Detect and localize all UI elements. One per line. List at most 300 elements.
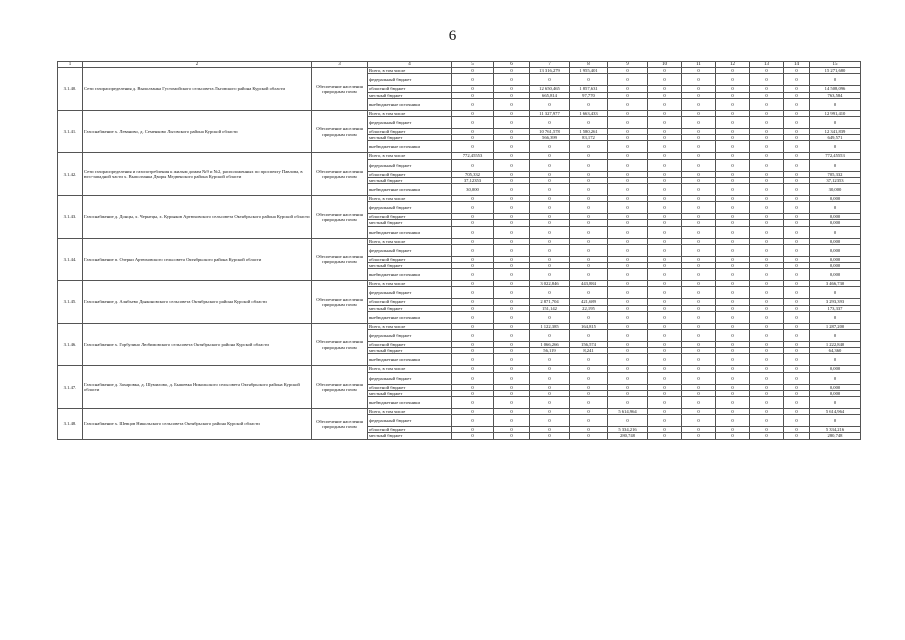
value-cell: 0 [810, 287, 861, 299]
value-cell: 14 508,096 [810, 86, 861, 92]
value-cell: 0 [570, 384, 608, 390]
row-code: 3.1.46. [58, 323, 83, 366]
value-cell: 56,119 [530, 348, 570, 354]
value-cell: 0 [682, 110, 716, 116]
value-cell: 0 [530, 372, 570, 384]
table-body [58, 62, 861, 440]
value-cell: 0 [682, 256, 716, 262]
header-cell: 12 [716, 62, 750, 68]
value-cell: 0 [648, 74, 682, 86]
value-cell: 0 [750, 220, 784, 226]
value-cell: 0 [494, 110, 530, 116]
value-cell: 0 [750, 256, 784, 262]
value-cell: 0 [716, 244, 750, 256]
value-cell: 0 [810, 98, 861, 110]
value-cell: 0 [716, 269, 750, 281]
funding-source: местный бюджет [368, 305, 452, 311]
row-purpose: Обеспечение населения природным газом [312, 68, 368, 111]
value-cell: 0 [682, 263, 716, 269]
value-cell: 0 [452, 92, 494, 98]
value-cell: 0 [784, 117, 810, 129]
value-cell: 0 [682, 348, 716, 354]
value-cell: 0 [682, 220, 716, 226]
value-cell: 0 [494, 92, 530, 98]
row-code: 3.1.48. [58, 409, 83, 440]
value-cell: 0 [452, 202, 494, 214]
value-cell: 0 [784, 269, 810, 281]
value-cell: 0 [452, 135, 494, 141]
funding-source: местный бюджет [368, 220, 452, 226]
funding-source: Всего, в том числе [368, 409, 452, 415]
funding-source: внебюджетные источники [368, 269, 452, 281]
value-cell: 0 [530, 153, 570, 159]
value-cell: 0,000 [810, 263, 861, 269]
value-cell: 0 [570, 427, 608, 433]
value-cell: 0 [716, 238, 750, 244]
value-cell: 0 [452, 354, 494, 366]
value-cell: 0 [682, 427, 716, 433]
value-cell: 280,748 [608, 433, 648, 439]
value-cell: 0 [608, 256, 648, 262]
value-cell: 173,337 [810, 305, 861, 311]
value-cell: 1 955,401 [570, 68, 608, 74]
value-cell: 0 [810, 415, 861, 427]
value-cell: 0 [530, 433, 570, 439]
value-cell: 0 [648, 366, 682, 372]
value-cell: 0 [648, 330, 682, 342]
value-cell: 0 [716, 299, 750, 305]
value-cell: 0 [452, 348, 494, 354]
value-cell: 0 [716, 110, 750, 116]
value-cell: 0 [494, 244, 530, 256]
value-cell: 0 [608, 354, 648, 366]
value-cell: 0 [570, 311, 608, 323]
header-cell: 6 [494, 62, 530, 68]
value-cell: 64,360 [810, 348, 861, 354]
value-cell: 0 [648, 226, 682, 238]
value-cell: 0 [682, 202, 716, 214]
header-cell: 8 [570, 62, 608, 68]
value-cell: 0,000 [810, 214, 861, 220]
funding-source: местный бюджет [368, 92, 452, 98]
header-cell: 3 [312, 62, 368, 68]
value-cell: 0 [784, 135, 810, 141]
value-cell: 0 [530, 196, 570, 202]
value-cell: 0 [682, 226, 716, 238]
value-cell: 0 [608, 226, 648, 238]
value-cell: 8,241 [570, 348, 608, 354]
value-cell: 0 [608, 214, 648, 220]
value-cell: 0 [570, 196, 608, 202]
value-cell: 0 [494, 366, 530, 372]
value-cell: 0 [750, 117, 784, 129]
value-cell: 0 [452, 342, 494, 348]
value-cell: 0 [750, 299, 784, 305]
value-cell: 0 [570, 372, 608, 384]
row-object-name: Газоснабжение х. Леваново, д. Семенково Льговского района Курской области [83, 110, 312, 153]
value-cell: 0 [570, 397, 608, 409]
row-object-name: Сети газораспределения и газопотребления к жилым домам №9 и №2, расположенных по проспекту Павлова, в юго-западной части х. Выползанка Дворы Медвенского района Курской области [83, 153, 312, 196]
funding-source: внебюджетные источники [368, 311, 452, 323]
value-cell: 0 [810, 311, 861, 323]
value-cell: 0 [750, 330, 784, 342]
budget-table [57, 61, 861, 440]
funding-source: федеральный бюджет [368, 159, 452, 171]
value-cell: 0 [716, 433, 750, 439]
value-cell: 0 [494, 269, 530, 281]
value-cell: 0 [494, 299, 530, 305]
value-cell: 0 [716, 415, 750, 427]
value-cell: 0 [682, 177, 716, 183]
value-cell: 772,45553 [810, 153, 861, 159]
value-cell: 0 [608, 153, 648, 159]
value-cell: 0 [716, 159, 750, 171]
value-cell: 0 [452, 299, 494, 305]
value-cell: 0 [494, 384, 530, 390]
value-cell: 0 [750, 202, 784, 214]
value-cell: 0 [716, 366, 750, 372]
value-cell: 0 [608, 342, 648, 348]
value-cell: 0 [648, 220, 682, 226]
value-cell: 0 [784, 366, 810, 372]
value-cell: 0 [452, 415, 494, 427]
header-cell: 11 [682, 62, 716, 68]
funding-source: местный бюджет [368, 433, 452, 439]
value-cell: 0,000 [810, 366, 861, 372]
funding-source: внебюджетные источники [368, 184, 452, 196]
value-cell: 0 [750, 177, 784, 183]
value-cell: 0 [452, 117, 494, 129]
value-cell: 0 [750, 397, 784, 409]
value-cell: 0 [682, 323, 716, 329]
value-cell: 0 [608, 220, 648, 226]
value-cell: 0 [716, 323, 750, 329]
value-cell: 0 [494, 196, 530, 202]
value-cell: 0 [530, 214, 570, 220]
funding-source: федеральный бюджет [368, 117, 452, 129]
value-cell: 0 [494, 330, 530, 342]
value-cell: 0 [648, 427, 682, 433]
value-cell: 0 [784, 281, 810, 287]
value-cell: 0 [452, 196, 494, 202]
header-cell: 9 [608, 62, 648, 68]
value-cell: 0 [682, 305, 716, 311]
value-cell: 0 [452, 409, 494, 415]
value-cell: 0 [530, 159, 570, 171]
value-cell: 0 [750, 323, 784, 329]
value-cell: 0 [452, 98, 494, 110]
value-cell: 0 [682, 238, 716, 244]
value-cell: 0 [784, 305, 810, 311]
value-cell: 1 222,840 [810, 342, 861, 348]
value-cell: 0 [648, 384, 682, 390]
value-cell: 0 [682, 342, 716, 348]
value-cell: 0 [682, 287, 716, 299]
value-cell: 0 [608, 68, 648, 74]
value-cell: 0 [608, 415, 648, 427]
value-cell: 30,000 [452, 184, 494, 196]
row-purpose: Обеспечение населения природным газом [312, 409, 368, 440]
funding-source: Всего, в том числе [368, 366, 452, 372]
value-cell: 0 [608, 184, 648, 196]
funding-source: Всего, в том числе [368, 110, 452, 116]
value-cell: 0 [750, 92, 784, 98]
value-cell: 0 [494, 238, 530, 244]
value-cell: 0 [494, 141, 530, 153]
value-cell: 0 [750, 196, 784, 202]
value-cell: 12 650,465 [530, 86, 570, 92]
value-cell: 0 [648, 171, 682, 177]
value-cell: 0 [682, 244, 716, 256]
funding-source: областной бюджет [368, 427, 452, 433]
value-cell: 0 [494, 433, 530, 439]
value-cell: 0 [494, 415, 530, 427]
value-cell: 0 [648, 397, 682, 409]
value-cell: 0 [784, 256, 810, 262]
value-cell: 0 [682, 129, 716, 135]
funding-source: внебюджетные источники [368, 226, 452, 238]
value-cell: 0 [570, 354, 608, 366]
value-cell: 0 [648, 117, 682, 129]
value-cell: 0 [750, 159, 784, 171]
value-cell: 0 [716, 397, 750, 409]
value-cell: 0 [530, 427, 570, 433]
value-cell: 0 [750, 311, 784, 323]
value-cell: 566,399 [530, 135, 570, 141]
value-cell: 0 [494, 281, 530, 287]
value-cell: 0 [810, 117, 861, 129]
value-cell: 0 [716, 305, 750, 311]
funding-source: местный бюджет [368, 135, 452, 141]
value-cell: 0 [608, 238, 648, 244]
value-cell: 0 [810, 202, 861, 214]
value-cell: 0 [750, 129, 784, 135]
value-cell: 0 [608, 330, 648, 342]
value-cell: 0 [608, 299, 648, 305]
value-cell: 0 [682, 415, 716, 427]
row-code: 3.1.47. [58, 366, 83, 409]
row-code: 3.1.45. [58, 281, 83, 324]
funding-source: областной бюджет [368, 384, 452, 390]
funding-source: областной бюджет [368, 256, 452, 262]
funding-source: внебюджетные источники [368, 397, 452, 409]
value-cell: 0 [530, 415, 570, 427]
funding-source: местный бюджет [368, 348, 452, 354]
value-cell: 0 [570, 171, 608, 177]
value-cell: 0 [570, 141, 608, 153]
value-cell: 0 [608, 311, 648, 323]
value-cell: 0 [784, 238, 810, 244]
value-cell: 151,142 [530, 305, 570, 311]
funding-source: внебюджетные источники [368, 354, 452, 366]
value-cell: 0 [452, 110, 494, 116]
row-purpose: Обеспечение населения природным газом [312, 110, 368, 153]
value-cell: 0 [716, 86, 750, 92]
value-cell: 0 [452, 311, 494, 323]
value-cell: 0 [452, 226, 494, 238]
value-cell: 0 [608, 92, 648, 98]
value-cell: 1 663,433 [570, 110, 608, 116]
value-cell: 0 [530, 354, 570, 366]
value-cell: 0 [682, 372, 716, 384]
value-cell: 763,584 [810, 92, 861, 98]
value-cell: 0 [648, 299, 682, 305]
value-cell: 0 [682, 135, 716, 141]
row-code: 3.1.43. [58, 196, 83, 239]
value-cell: 0 [784, 433, 810, 439]
value-cell: 0 [570, 202, 608, 214]
value-cell: 5 334,216 [608, 427, 648, 433]
funding-source: Всего, в том числе [368, 153, 452, 159]
value-cell: 0 [716, 226, 750, 238]
value-cell: 0 [570, 153, 608, 159]
value-cell: 0 [648, 110, 682, 116]
value-cell: 0 [494, 263, 530, 269]
value-cell: 0 [648, 135, 682, 141]
value-cell: 0 [682, 196, 716, 202]
value-cell: 0 [570, 214, 608, 220]
value-cell: 0 [494, 311, 530, 323]
value-cell: 0 [716, 177, 750, 183]
value-cell: 0 [750, 238, 784, 244]
value-cell: 0 [530, 226, 570, 238]
value-cell: 0 [648, 202, 682, 214]
value-cell: 0 [648, 287, 682, 299]
value-cell: 0 [494, 184, 530, 196]
value-cell: 0 [750, 226, 784, 238]
value-cell: 0 [682, 214, 716, 220]
value-cell: 0 [750, 68, 784, 74]
value-cell: 1 066,266 [530, 342, 570, 348]
value-cell: 0 [716, 214, 750, 220]
value-cell: 0 [750, 366, 784, 372]
value-cell: 0 [784, 153, 810, 159]
value-cell: 0 [530, 384, 570, 390]
value-cell: 0 [784, 159, 810, 171]
value-cell: 0 [648, 354, 682, 366]
value-cell: 15 271,680 [810, 68, 861, 74]
value-cell: 0 [452, 287, 494, 299]
value-cell: 0 [716, 220, 750, 226]
value-cell: 0 [682, 397, 716, 409]
value-cell: 0 [682, 184, 716, 196]
value-cell: 0 [494, 305, 530, 311]
value-cell: 0 [682, 354, 716, 366]
value-cell: 0 [570, 244, 608, 256]
value-cell: 0 [810, 354, 861, 366]
value-cell: 0 [570, 415, 608, 427]
value-cell: 0 [570, 74, 608, 86]
value-cell: 3 293,393 [810, 299, 861, 305]
value-cell: 0 [784, 384, 810, 390]
value-cell: 0 [608, 110, 648, 116]
header-cell: 10 [648, 62, 682, 68]
value-cell: 0 [750, 244, 784, 256]
value-cell: 0 [452, 366, 494, 372]
value-cell: 0 [648, 263, 682, 269]
value-cell: 0 [648, 415, 682, 427]
value-cell: 0 [750, 354, 784, 366]
value-cell: 0 [452, 263, 494, 269]
value-cell: 0 [530, 238, 570, 244]
value-cell: 0 [608, 263, 648, 269]
value-cell: 0 [608, 348, 648, 354]
value-cell: 0 [682, 141, 716, 153]
value-cell: 0 [750, 415, 784, 427]
value-cell: 0 [608, 202, 648, 214]
value-cell: 0 [784, 74, 810, 86]
funding-source: областной бюджет [368, 86, 452, 92]
funding-source: областной бюджет [368, 214, 452, 220]
value-cell: 0 [570, 184, 608, 196]
value-cell: 0 [750, 384, 784, 390]
value-cell: 0 [452, 220, 494, 226]
value-cell: 0 [570, 433, 608, 439]
value-cell: 0 [530, 74, 570, 86]
value-cell: 0 [648, 196, 682, 202]
value-cell: 0 [570, 366, 608, 372]
header-cell: 7 [530, 62, 570, 68]
value-cell: 0 [530, 390, 570, 396]
value-cell: 0 [648, 311, 682, 323]
value-cell: 705,332 [452, 171, 494, 177]
row-object-name: Газоснабжение д. Алябьево Дьяконовского сельсовета Октябрьского района Курской области [83, 281, 312, 324]
value-cell: 0 [648, 409, 682, 415]
funding-source: федеральный бюджет [368, 372, 452, 384]
value-cell: 0 [810, 397, 861, 409]
value-cell: 0 [750, 135, 784, 141]
value-cell: 0 [608, 366, 648, 372]
value-cell: 0 [494, 86, 530, 92]
value-cell: 12 341,839 [810, 129, 861, 135]
value-cell: 0 [608, 129, 648, 135]
value-cell: 0 [452, 330, 494, 342]
value-cell: 0 [648, 68, 682, 74]
value-cell: 0 [682, 98, 716, 110]
funding-source: областной бюджет [368, 342, 452, 348]
row-purpose: Обеспечение населения природным газом [312, 153, 368, 196]
value-cell: 0 [452, 433, 494, 439]
value-cell: 0 [494, 129, 530, 135]
funding-source: местный бюджет [368, 390, 452, 396]
value-cell: 0 [784, 110, 810, 116]
value-cell: 0 [452, 129, 494, 135]
value-cell: 0 [570, 177, 608, 183]
value-cell: 421,689 [570, 299, 608, 305]
value-cell: 0,000 [810, 196, 861, 202]
funding-source: федеральный бюджет [368, 74, 452, 86]
value-cell: 0 [682, 86, 716, 92]
funding-source: федеральный бюджет [368, 330, 452, 342]
value-cell: 0 [716, 409, 750, 415]
value-cell: 0 [784, 86, 810, 92]
value-cell: 0 [494, 348, 530, 354]
value-cell: 0 [648, 305, 682, 311]
value-cell: 0 [570, 238, 608, 244]
value-cell: 0 [784, 244, 810, 256]
value-cell: 0 [452, 305, 494, 311]
value-cell: 705,332 [810, 171, 861, 177]
value-cell: 0 [570, 98, 608, 110]
value-cell: 0 [452, 397, 494, 409]
value-cell: 0 [452, 384, 494, 390]
value-cell: 0 [784, 415, 810, 427]
value-cell: 0 [530, 202, 570, 214]
row-object-name: Газоснабжение п. Озерки Артюховского сельсовета Октябрьского района Курской области [83, 238, 312, 281]
value-cell: 0 [452, 86, 494, 92]
value-cell: 0 [648, 281, 682, 287]
value-cell: 0 [648, 323, 682, 329]
